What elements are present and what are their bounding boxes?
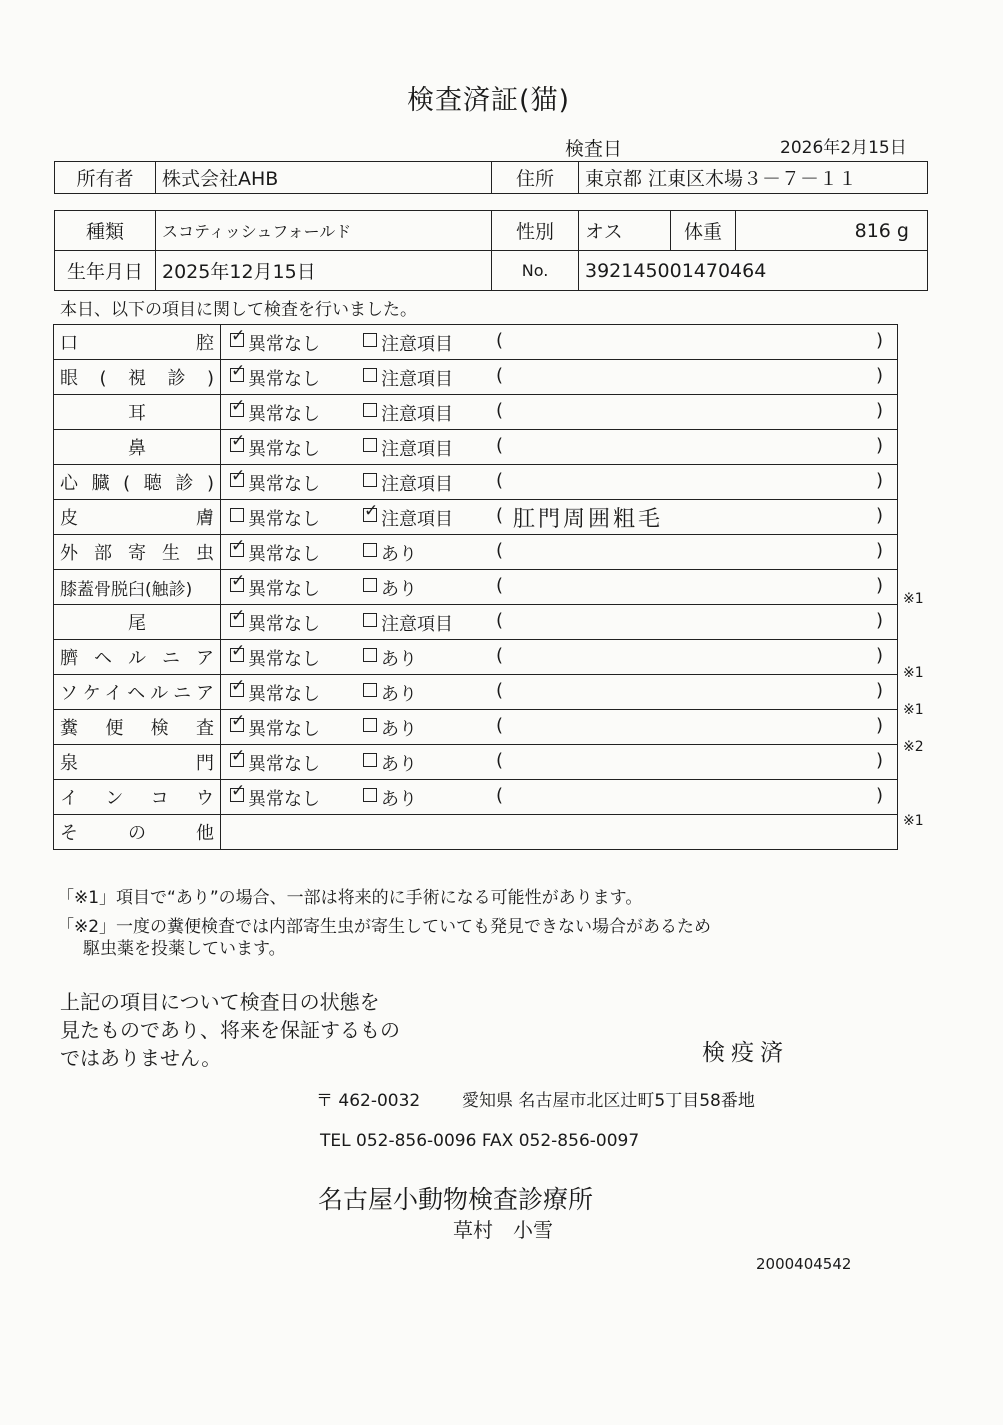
check-row bbox=[54, 605, 898, 640]
check-item-label: 鼻 bbox=[54, 430, 221, 465]
present-checkbox[interactable] bbox=[363, 578, 377, 592]
present-checkbox[interactable] bbox=[363, 753, 377, 767]
intro-text: 本日、以下の項目に関して検査を行いました。 bbox=[60, 300, 417, 320]
check-row bbox=[54, 780, 898, 815]
number-label: No. bbox=[492, 251, 579, 291]
check-options bbox=[221, 325, 898, 360]
footnote-mark: ※1 bbox=[903, 591, 924, 608]
check-options bbox=[221, 815, 898, 850]
present-option-label: あり bbox=[381, 684, 417, 705]
address-label: 住所 bbox=[492, 162, 579, 194]
normal-option-label: 異常なし bbox=[248, 404, 320, 425]
normal-checkbox[interactable] bbox=[230, 508, 244, 522]
check-row bbox=[54, 465, 898, 500]
check-options bbox=[221, 675, 898, 710]
check-row bbox=[54, 675, 898, 710]
quarantine-stamp: 検疫済 bbox=[702, 1040, 789, 1066]
normal-checkbox[interactable] bbox=[230, 683, 244, 697]
check-row bbox=[54, 395, 898, 430]
pet-table bbox=[54, 210, 928, 291]
check-options bbox=[221, 780, 898, 815]
check-item-label: 臍ヘルニア bbox=[54, 640, 221, 675]
open-paren: ( bbox=[496, 540, 504, 561]
present-option-label: あり bbox=[381, 649, 417, 670]
open-paren: ( bbox=[496, 365, 504, 386]
close-paren: ) bbox=[876, 365, 884, 386]
close-paren: ) bbox=[876, 680, 884, 701]
birth-value: 2025年12月15日 bbox=[156, 251, 492, 291]
close-paren: ) bbox=[876, 505, 884, 526]
present-option-label: あり bbox=[381, 719, 417, 740]
close-paren: ) bbox=[876, 435, 884, 456]
clinic-phone: TEL 052-856-0096 FAX 052-856-0097 bbox=[320, 1131, 640, 1151]
number-value: 392145001470464 bbox=[579, 251, 928, 291]
caution-checkbox[interactable] bbox=[363, 613, 377, 627]
check-row bbox=[54, 745, 898, 780]
footnote-mark: ※1 bbox=[903, 812, 924, 829]
caution-option-label: 注意項目 bbox=[381, 474, 453, 495]
page-title: 検査済証(猫) bbox=[406, 85, 571, 116]
present-checkbox[interactable] bbox=[363, 683, 377, 697]
check-item-label: 泉門 bbox=[54, 745, 221, 780]
check-options bbox=[221, 535, 898, 570]
exam-date-value: 2026年2月15日 bbox=[780, 138, 907, 158]
check-options bbox=[221, 430, 898, 465]
normal-option-label: 異常なし bbox=[248, 789, 320, 810]
normal-option-label: 異常なし bbox=[248, 439, 320, 460]
doctor-name: 草村 小雪 bbox=[453, 1218, 553, 1242]
open-paren: ( bbox=[496, 750, 504, 771]
open-paren: ( bbox=[496, 645, 504, 666]
check-item-label: インコウ bbox=[54, 780, 221, 815]
notice-line-3: ではありません。 bbox=[60, 1046, 222, 1070]
caution-checkbox[interactable] bbox=[363, 403, 377, 417]
check-item-label: 膝蓋骨脱臼(触診) bbox=[54, 570, 221, 605]
notice-line-2: 見たものであり、将来を保証するもの bbox=[60, 1018, 400, 1042]
open-paren: ( bbox=[496, 505, 504, 526]
present-checkbox[interactable] bbox=[363, 788, 377, 802]
normal-checkbox[interactable] bbox=[230, 403, 244, 417]
open-paren: ( bbox=[496, 715, 504, 736]
owner-table bbox=[54, 161, 928, 194]
open-paren: ( bbox=[496, 785, 504, 806]
normal-option-label: 異常なし bbox=[248, 579, 320, 600]
normal-option-label: 異常なし bbox=[248, 474, 320, 495]
normal-checkbox[interactable] bbox=[230, 788, 244, 802]
close-paren: ) bbox=[876, 750, 884, 771]
caution-option-label: 注意項目 bbox=[381, 509, 453, 530]
normal-checkbox[interactable] bbox=[230, 333, 244, 347]
open-paren: ( bbox=[496, 400, 504, 421]
owner-label: 所有者 bbox=[55, 162, 156, 194]
normal-checkbox[interactable] bbox=[230, 368, 244, 382]
present-checkbox[interactable] bbox=[363, 718, 377, 732]
present-checkbox[interactable] bbox=[363, 543, 377, 557]
open-paren: ( bbox=[496, 610, 504, 631]
normal-checkbox[interactable] bbox=[230, 613, 244, 627]
normal-option-label: 異常なし bbox=[248, 649, 320, 670]
check-row bbox=[54, 325, 898, 360]
check-row bbox=[54, 815, 898, 850]
breed-label: 種類 bbox=[55, 211, 156, 251]
caution-checkbox[interactable] bbox=[363, 473, 377, 487]
close-paren: ) bbox=[876, 400, 884, 421]
check-options bbox=[221, 465, 898, 500]
clinic-address: 愛知県 名古屋市北区辻町5丁目58番地 bbox=[462, 1091, 755, 1111]
normal-option-label: 異常なし bbox=[248, 719, 320, 740]
normal-option-label: 異常なし bbox=[248, 544, 320, 565]
check-row bbox=[54, 535, 898, 570]
sex-label: 性別 bbox=[492, 211, 579, 251]
caution-checkbox[interactable] bbox=[363, 368, 377, 382]
normal-checkbox[interactable] bbox=[230, 718, 244, 732]
address-value: 東京都 江東区木場３－７－１１ bbox=[579, 162, 928, 194]
present-checkbox[interactable] bbox=[363, 648, 377, 662]
footnote-1: 「※1」項目で“あり”の場合、一部は将来的に手術になる可能性があります。 bbox=[57, 888, 643, 908]
check-item-label: ソケイヘルニア bbox=[54, 675, 221, 710]
close-paren: ) bbox=[876, 540, 884, 561]
footnote-mark: ※1 bbox=[903, 702, 924, 718]
caution-checkbox[interactable] bbox=[363, 508, 377, 522]
open-paren: ( bbox=[496, 470, 504, 491]
present-option-label: あり bbox=[381, 789, 417, 810]
normal-checkbox[interactable] bbox=[230, 473, 244, 487]
note-text: 肛門周囲粗毛 bbox=[513, 507, 664, 532]
close-paren: ) bbox=[876, 470, 884, 491]
check-item-label: 口腔 bbox=[54, 325, 221, 360]
check-options bbox=[221, 395, 898, 430]
check-item-label: 皮膚 bbox=[54, 500, 221, 535]
check-row bbox=[54, 570, 898, 605]
check-row bbox=[54, 430, 898, 465]
footnote-mark: ※2 bbox=[903, 738, 924, 755]
check-item-label: 外部寄生虫 bbox=[54, 535, 221, 570]
normal-checkbox[interactable] bbox=[230, 753, 244, 767]
notice-line-1: 上記の項目について検査日の状態を bbox=[60, 990, 380, 1014]
check-item-label: 眼(視診) bbox=[54, 360, 221, 395]
close-paren: ) bbox=[876, 330, 884, 351]
footnote-mark: ※1 bbox=[903, 665, 924, 682]
caution-option-label: 注意項目 bbox=[381, 439, 453, 460]
present-option-label: あり bbox=[381, 544, 417, 565]
check-item-label: 尾 bbox=[54, 605, 221, 640]
clinic-name: 名古屋小動物検査診療所 bbox=[318, 1185, 594, 1214]
open-paren: ( bbox=[496, 435, 504, 456]
normal-option-label: 異常なし bbox=[248, 684, 320, 705]
check-options bbox=[221, 745, 898, 780]
close-paren: ) bbox=[876, 785, 884, 806]
caution-option-label: 注意項目 bbox=[381, 404, 453, 425]
check-row bbox=[54, 640, 898, 675]
document-number: 2000404542 bbox=[756, 1255, 852, 1273]
weight-value: 816 g bbox=[736, 211, 928, 251]
check-row bbox=[54, 710, 898, 745]
caution-checkbox[interactable] bbox=[363, 438, 377, 452]
check-options bbox=[221, 570, 898, 605]
open-paren: ( bbox=[496, 680, 504, 701]
weight-label: 体重 bbox=[671, 211, 736, 251]
check-item-label: 耳 bbox=[54, 395, 221, 430]
check-item-label: 心臓(聴診) bbox=[54, 465, 221, 500]
open-paren: ( bbox=[496, 330, 504, 351]
normal-option-label: 異常なし bbox=[248, 334, 320, 355]
breed-value: スコティッシュフォールド bbox=[156, 211, 492, 251]
check-table bbox=[53, 324, 898, 850]
postal-code: 〒 462-0032 bbox=[316, 1091, 421, 1111]
birth-label: 生年月日 bbox=[55, 251, 156, 291]
caution-checkbox[interactable] bbox=[363, 333, 377, 347]
check-item-label: 糞便検査 bbox=[54, 710, 221, 745]
check-options bbox=[221, 640, 898, 675]
normal-checkbox[interactable] bbox=[230, 438, 244, 452]
sex-value: オス bbox=[579, 211, 671, 251]
owner-value: 株式会社AHB bbox=[156, 162, 492, 194]
footnote-2-cont: 駆虫薬を投薬しています。 bbox=[83, 939, 286, 959]
check-row bbox=[54, 500, 898, 535]
normal-checkbox[interactable] bbox=[230, 648, 244, 662]
check-item-label: その他 bbox=[54, 815, 221, 850]
normal-checkbox[interactable] bbox=[230, 543, 244, 557]
close-paren: ) bbox=[876, 715, 884, 736]
footnote-2: 「※2」一度の糞便検査では内部寄生虫が寄生していても発見できない場合があるため bbox=[57, 917, 712, 937]
exam-date-label: 検査日 bbox=[565, 138, 623, 160]
normal-option-label: 異常なし bbox=[248, 509, 320, 530]
check-options bbox=[221, 605, 898, 640]
normal-option-label: 異常なし bbox=[248, 614, 320, 635]
caution-option-label: 注意項目 bbox=[381, 369, 453, 390]
close-paren: ) bbox=[876, 645, 884, 666]
normal-option-label: 異常なし bbox=[248, 369, 320, 390]
check-options bbox=[221, 360, 898, 395]
open-paren: ( bbox=[496, 575, 504, 596]
check-row bbox=[54, 360, 898, 395]
check-options bbox=[221, 710, 898, 745]
close-paren: ) bbox=[876, 575, 884, 596]
normal-option-label: 異常なし bbox=[248, 754, 320, 775]
present-option-label: あり bbox=[381, 754, 417, 775]
check-options bbox=[221, 500, 898, 535]
caution-option-label: 注意項目 bbox=[381, 614, 453, 635]
normal-checkbox[interactable] bbox=[230, 578, 244, 592]
close-paren: ) bbox=[876, 610, 884, 631]
caution-option-label: 注意項目 bbox=[381, 334, 453, 355]
present-option-label: あり bbox=[381, 579, 417, 600]
